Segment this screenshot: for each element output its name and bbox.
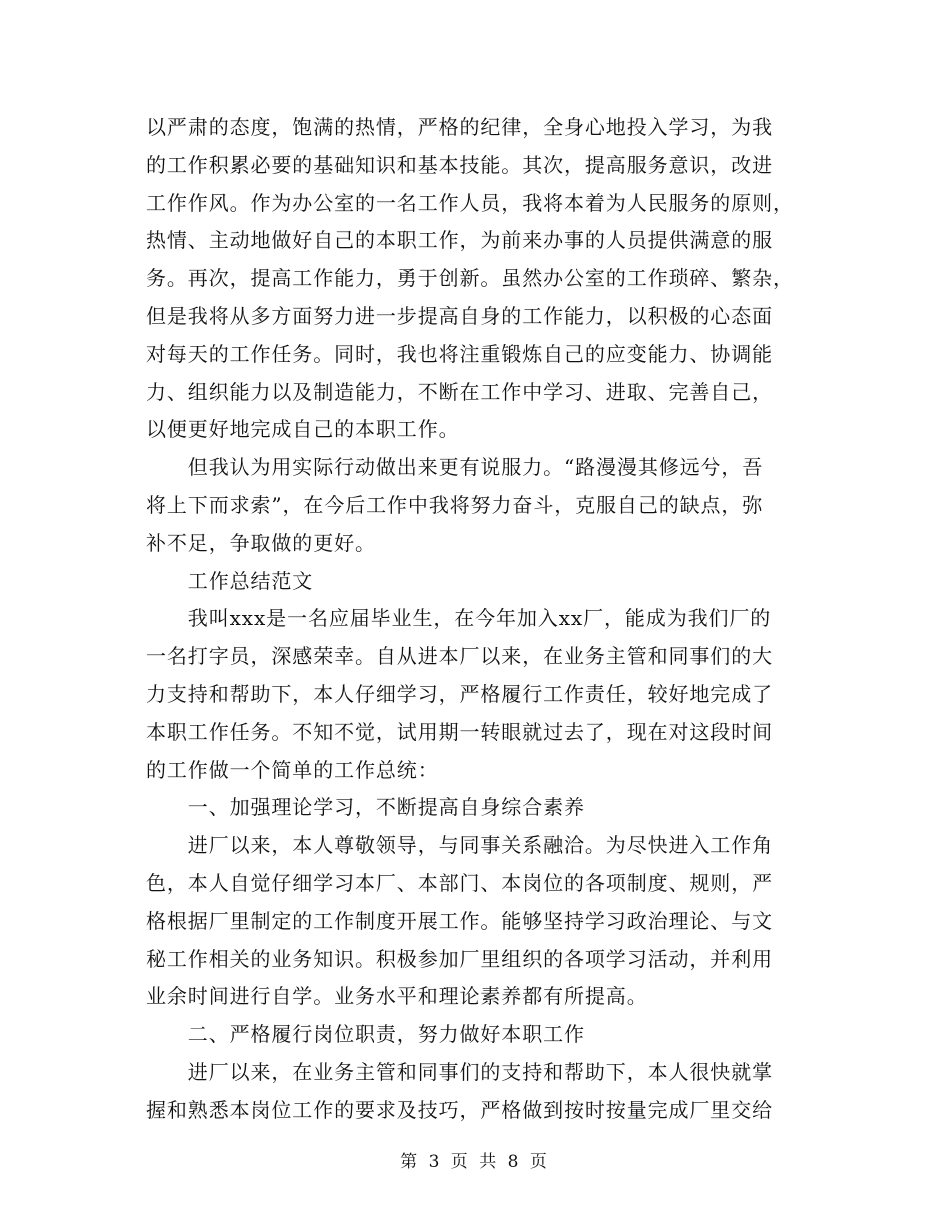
text-line: 进厂以来，本人尊敬领导，与同事关系融洽。为尽快进入工作角 — [146, 833, 773, 858]
text-line: 色，本人自觉仔细学习本厂、本部门、本岗位的各项制度、规则，严 — [146, 870, 773, 895]
text-line: 但我认为用实际行动做出来更有说服力。“路漫漫其修远兮，吾 — [146, 455, 764, 480]
text-line: 的工作做一个简单的工作总统： — [146, 757, 439, 782]
text-line: 热情、主动地做好自己的本职工作，为前来办事的人员提供满意的服 — [146, 228, 773, 253]
text-line: 一名打字员，深感荣幸。自从进本厂以来，在业务主管和同事们的大 — [146, 644, 773, 669]
text-line: 握和熟悉本岗位工作的要求及技巧，严格做到按时按量完成厂里交给 — [146, 1097, 773, 1122]
text-line: 对每天的工作任务。同时，我也将注重锻炼自己的应变能力、协调能 — [146, 341, 773, 366]
text-line: 本职工作任务。不知不觉，试用期一转眼就过去了，现在对这段时间 — [146, 719, 773, 744]
text-line: 业余时间进行自学。业务水平和理论素养都有所提高。 — [146, 984, 648, 1009]
text-line: 力支持和帮助下，本人仔细学习，严格履行工作责任，较好地完成了 — [146, 681, 773, 706]
text-line: 进厂以来，在业务主管和同事们的支持和帮助下，本人很快就掌 — [146, 1059, 773, 1084]
page-number-footer: 第 3 页 共 8 页 — [400, 1152, 550, 1172]
text-line: 务。再次，提高工作能力，勇于创新。虽然办公室的工作琐碎、繁杂， — [146, 266, 794, 291]
text-line: 的工作积累必要的基础知识和基本技能。其次，提高服务意识，改进 — [146, 152, 773, 177]
text-line: 秘工作相关的业务知识。积极参加厂里组织的各项学习活动，并利用 — [146, 946, 773, 971]
text-line: 力、组织能力以及制造能力，不断在工作中学习、进取、完善自己， — [146, 379, 773, 404]
body-text — [146, 109, 806, 1130]
text-line: 但是我将从多方面努力进一步提高自身的工作能力，以积极的心态面 — [146, 303, 773, 328]
text-line: 工作作风。作为办公室的一名工作人员，我将本着为人民服务的原则， — [146, 190, 794, 215]
text-line: 将上下而求索”，在今后工作中我将努力奋斗，克服自己的缺点，弥 — [146, 492, 764, 517]
section-heading: 一、加强理论学习，不断提高自身综合素养 — [146, 795, 585, 820]
text-line: 补不足，争取做的更好。 — [146, 530, 376, 555]
text-line: 我叫xxx是一名应届毕业生，在今年加入xx厂，能成为我们厂的 — [146, 606, 772, 631]
text-line: 格根据厂里制定的工作制度开展工作。能够坚持学习政治理论、与文 — [146, 908, 773, 933]
section-heading: 工作总结范文 — [146, 568, 314, 593]
text-line: 以便更好地完成自己的本职工作。 — [146, 417, 460, 442]
section-heading: 二、严格履行岗位职责，努力做好本职工作 — [146, 1022, 585, 1047]
text-line: 以严肃的态度，饱满的热情，严格的纪律，全身心地投入学习，为我 — [146, 115, 773, 139]
